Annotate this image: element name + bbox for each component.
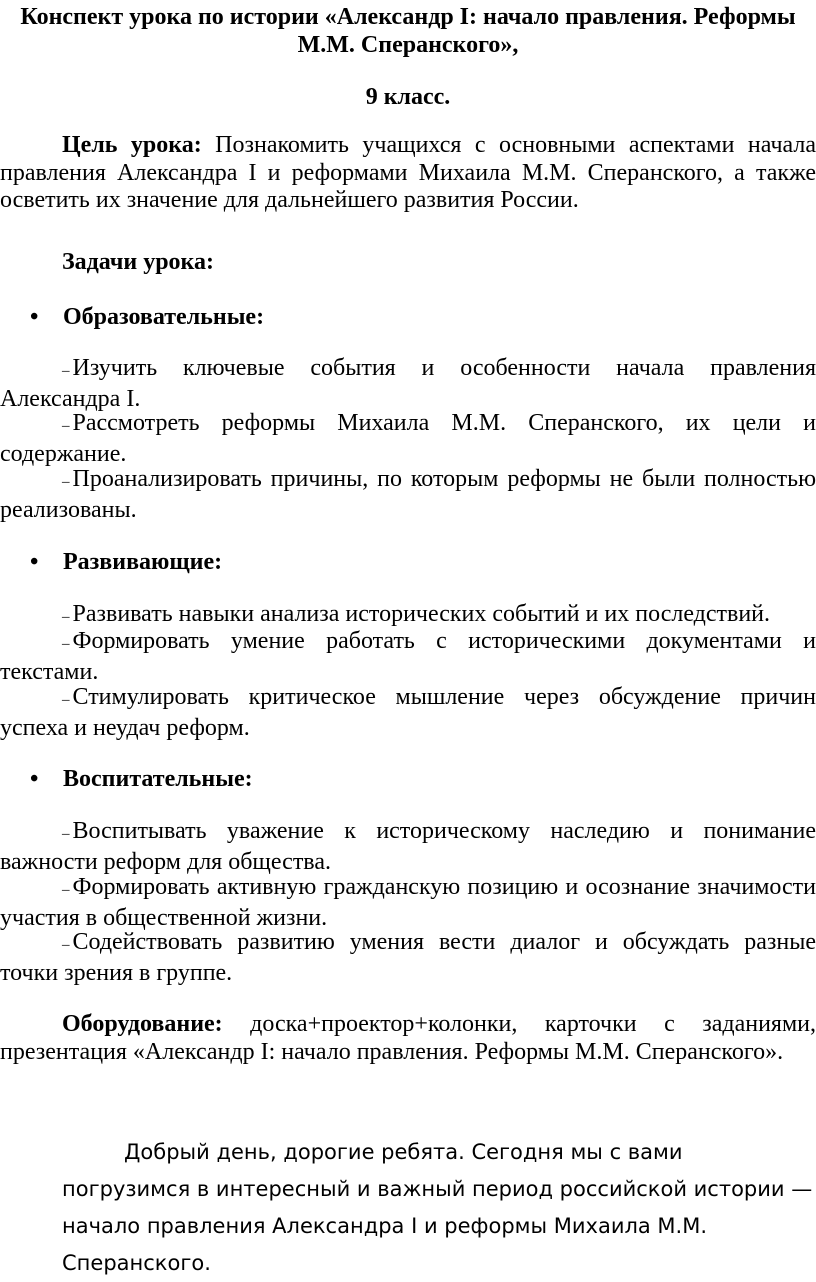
list-item-text: Содействовать развитию умения вести диалог и обсуждать разные точки зрения в группе.	[0, 929, 816, 986]
section-heading-label: Воспитательные:	[63, 766, 253, 792]
list-item	[0, 818, 816, 876]
dash-icon: –	[62, 937, 70, 953]
list-item	[0, 628, 816, 686]
list-item	[0, 929, 816, 987]
list-item-text: Проанализировать причины, по которым реформы не были полностью реализованы.	[0, 466, 816, 523]
section-heading-label: Развивающие:	[63, 549, 223, 575]
equipment-label: Оборудование:	[62, 1011, 223, 1037]
list-item-text: Формировать активную гражданскую позицию и осознание значимости участия в общественной жизни.	[0, 874, 816, 931]
section-heading-label: Образовательные:	[63, 304, 265, 330]
bullet-icon: •	[30, 766, 39, 792]
greeting-paragraph: Добрый день, дорогие ребята. Сегодня мы с вами погрузимся в интересный и важный период российской истории — начало правления Александра I и реформы Михаила М.М. Сперанского.	[62, 1140, 813, 1275]
list-item-text: Формировать умение работать с историческими документами и текстами.	[0, 628, 816, 685]
dash-icon: –	[62, 692, 70, 708]
section-heading-upbringing	[30, 766, 253, 794]
equipment-text: доска+проектор+колонки, карточки с заданиями, презентация «Александр I: начало правления. Реформы М.М. Сперанского».	[0, 1011, 816, 1065]
dash-icon: –	[62, 882, 70, 898]
list-item	[0, 466, 816, 524]
dash-icon: –	[62, 636, 70, 652]
dash-icon: –	[62, 826, 70, 842]
grade-label: 9 класс.	[365, 84, 451, 110]
goal-paragraph	[0, 132, 816, 215]
equipment-paragraph	[0, 1011, 816, 1066]
list-item	[0, 874, 816, 932]
goal-text: Познакомить учащихся с основными аспектами начала правления Александра I и реформами Михаила М.М. Сперанского, а также осветить их значение для дальнейшего развития России.	[0, 132, 816, 213]
tasks-heading: Задачи урока:	[62, 249, 215, 275]
section-heading-developmental	[30, 549, 222, 577]
bullet-icon: •	[30, 549, 39, 575]
list-item-text: Стимулировать критическое мышление через обсуждение причин успеха и неудач реформ.	[0, 684, 816, 741]
section-heading-educational	[30, 304, 264, 332]
list-item-text: Изучить ключевые события и особенности начала правления Александра I.	[0, 355, 816, 412]
list-item	[0, 684, 816, 742]
list-item	[0, 355, 816, 413]
dash-icon: –	[62, 363, 70, 379]
list-item-text: Рассмотреть реформы Михаила М.М. Сперанского, их цели и содержание.	[0, 410, 816, 467]
list-item-text: Развивать навыки анализа исторических событий и их последствий.	[72, 601, 771, 627]
dash-icon: –	[62, 609, 70, 625]
goal-label: Цель урока:	[62, 132, 202, 158]
dash-icon: –	[62, 474, 70, 490]
lesson-title: Конспект урока по истории «Александр I: начало правления. Реформы М.М. Сперанского»,	[20, 4, 796, 58]
list-item	[0, 601, 816, 632]
dash-icon: –	[62, 418, 70, 434]
bullet-icon: •	[30, 304, 39, 330]
list-item	[0, 410, 816, 468]
list-item-text: Воспитывать уважение к историческому наследию и понимание важности реформ для общества.	[0, 818, 816, 875]
